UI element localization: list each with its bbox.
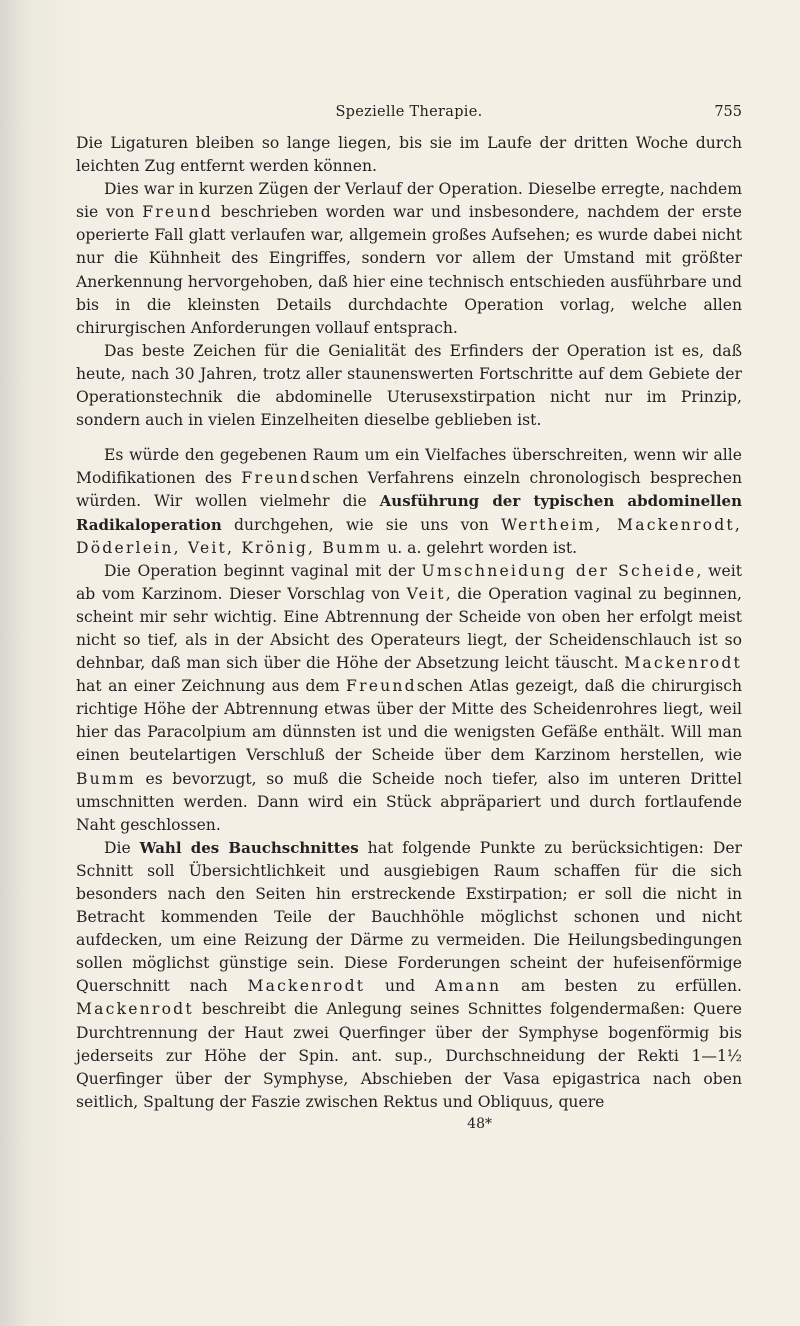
paragraph-umschneidung: Die Operation beginnt vaginal mit der Umschneidung der Scheide, weit ab vom Karzinom. Dieser Vorschlag von Veit, die Operation vaginal zu beginnen, scheint mir sehr wichtig. Eine Abtrennung der Scheide von oben her erfolgt meist nicht so tief, als in der Absicht des Operateurs liegt, der Scheidenschlauch ist so dehnbar, daß man sich über die Höhe der Absetzung leicht täuscht. Mackenrodt hat an einer Zeichnung aus dem Freundschen Atlas gezeigt, daß die chirurgisch richtige Höhe der Abtrennung etwas über der Mitte des Scheidenrohres liegt, weil hier das Paracolpium am dünnsten ist und die wenigsten Gefäße enthält. Will man einen beutelartigen Verschluß der Scheide über dem Karzinom herstellen, wie Bumm es bevorzugt, so muß die Scheide noch tiefer, also im unteren Drittel umschnitten werden. Dann wird ein Stück abpräpariert und durch fortlaufende Naht geschlossen. bbox=[76, 561, 743, 834]
paragraph-genialitaet: Das beste Zeichen für die Genialität des Erfinders der Operation ist es, daß heute, nach 30 Jahren, trotz aller staunenswerten Fortschritte auf dem Gebiete der Operationstechnik die abdominelle Uterusexstirpation nicht nur im Prinzip, sondern auch in vielen Einzelheiten dieselbe geblieben ist. bbox=[76, 341, 742, 430]
page-number: 755 bbox=[714, 104, 742, 120]
signature-mark: 48* bbox=[467, 1115, 492, 1132]
running-header bbox=[76, 100, 742, 132]
paragraph-verlauf: Dies war in kurzen Zügen der Verlauf der Operation. Dieselbe erregte, nachdem sie von Freund beschrieben worden war und insbesondere, nachdem der erste operierte Fall glatt verlaufen war, allgemein großes Aufsehen; es wurde dabei nicht nur die Kühnheit des Eingriffes, sondern vor allem der Umstand mit größter Anerkennung hervorgehoben, daß hier eine technisch entschieden ausführbare und bis in die kleinsten Details durchdachte Operation vorlag, welche allen chirurgischen Anforderungen vollauf entsprach. bbox=[76, 180, 742, 337]
running-title: Spezielle Therapie. bbox=[335, 104, 483, 120]
paragraph-ligaturen: Die Ligaturen bleiben so lange liegen, bis sie im Laufe der dritten Woche durch leichten Zug entfernt werden können. bbox=[76, 134, 742, 176]
paragraph-modifikationen: Es würde den gegebenen Raum um ein Vielfaches überschreiten, wenn wir alle Modifikationen des Freundschen Verfahrens einzeln chronologisch besprechen würden. Wir wollen vielmehr die Ausführung der typischen abdominellen Radikaloperation durchgehen, wie sie uns von Wertheim, Mackenrodt, Döderlein, Veit, Krönig, Bumm u. a. gelehrt worden ist. bbox=[76, 446, 742, 557]
paragraph-bauchschnitt: Die Wahl des Bauchschnittes hat folgende Punkte zu berücksichtigen: Der Schnitt soll Übersichtlichkeit und ausgiebigen Raum schaffen für die sich besonders nach den Seiten hin erstreckende Exstirpation; er soll die nicht in Betracht kommenden Teile der Bauchhöhle möglichst schonen und nicht aufdecken, um eine Reizung der Därme zu vermeiden. Die Heilungsbedingungen sollen möglichst günstige sein. Diese Forderungen scheint der hufeisenförmige Querschnitt nach Mackenrodt und Amann am besten zu erfüllen. Mackenrodt beschreibt die Anlegung seines Schnittes folgendermaßen: Quere Durchtrennung der Haut zwei Querfinger über der Symphyse bogenförmig bis jederseits zur Höhe der Spin. ant. sup., Durchschneidung der Rekti 1—1½ Querfinger über der Symphyse, Abschieben der Vasa epigastrica nach oben seitlich, Spaltung der Faszie zwischen Rektus und Obliquus, quere bbox=[76, 838, 742, 1111]
paragraph-gap bbox=[76, 432, 742, 444]
